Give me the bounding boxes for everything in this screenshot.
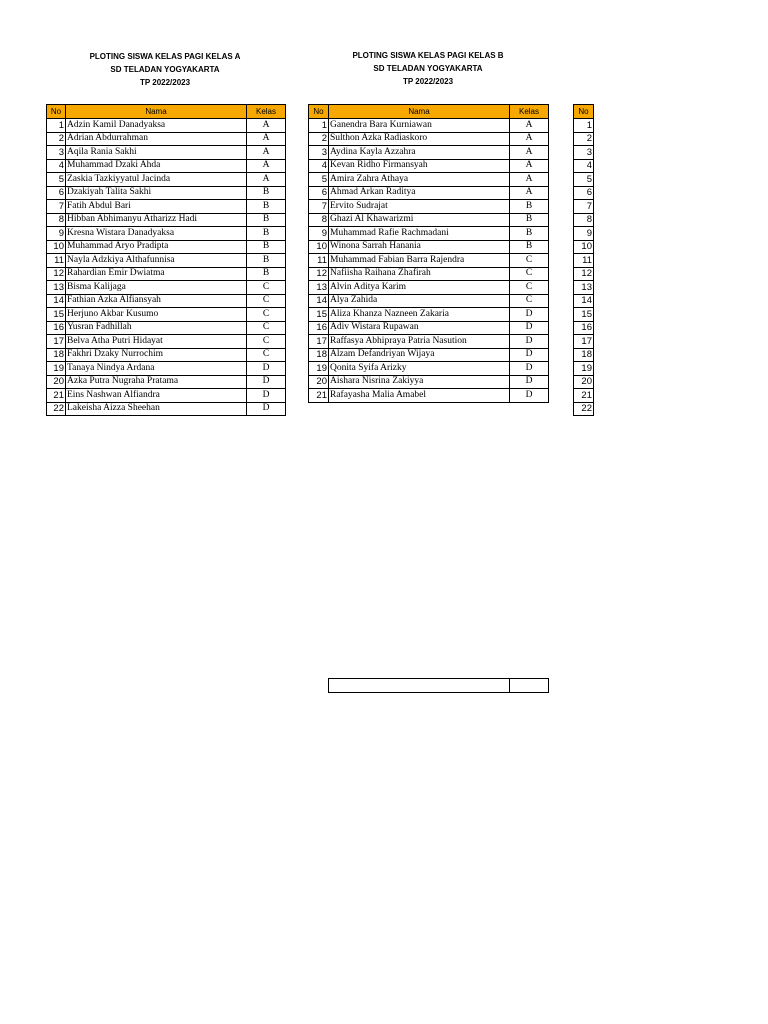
cell-nama: Azka Putra Nugraha Pratama (66, 375, 247, 389)
cell-nama: Fathian Azka Alfiansyah (66, 294, 247, 308)
cell-kelas: C (510, 267, 549, 281)
cell-nama: Aqila Rania Sakhi (66, 146, 247, 160)
table-row (47, 362, 286, 376)
table-row (574, 200, 594, 214)
title-line: PLOTING SISWA KELAS PAGI KELAS B (352, 51, 504, 60)
table-kelas-a (46, 104, 286, 416)
table-row (574, 119, 594, 133)
table-row (309, 173, 549, 187)
cell-nama: Rahardian Emir Dwiatma (66, 267, 247, 281)
table-row (47, 321, 286, 335)
table-row (574, 146, 594, 160)
cell-no: 19 (47, 362, 66, 376)
cell-no: 19 (574, 362, 594, 376)
cell-no: 13 (574, 281, 594, 295)
cell-no: 21 (309, 389, 329, 403)
cell-kelas: B (247, 254, 286, 268)
cell-kelas: A (510, 173, 549, 187)
cell-no: 1 (574, 119, 594, 133)
table-row (309, 281, 549, 295)
table-row (574, 308, 594, 322)
cell-nama: Nayla Adzkiya Althafunnisa (66, 254, 247, 268)
cell-nama: Ahmad Arkan Raditya (329, 186, 510, 200)
cell-kelas: D (510, 375, 549, 389)
cell-no: 22 (47, 402, 66, 416)
cell-no: 8 (574, 213, 594, 227)
table-row (47, 146, 286, 160)
table-row (47, 308, 286, 322)
table-row (309, 240, 549, 254)
cell-no: 13 (47, 281, 66, 295)
table-row (309, 348, 549, 362)
cell-nama: Zaskia Tazkiyyatul Jacinda (66, 173, 247, 187)
header-no: No (47, 105, 66, 119)
title-line: PLOTING SISWA KELAS PAGI KELAS A (89, 52, 241, 61)
cell-no: 2 (47, 132, 66, 146)
table-row (309, 321, 549, 335)
table-row (47, 402, 286, 416)
title-kelas-a (46, 50, 284, 89)
cell-kelas: B (247, 213, 286, 227)
cell-no: 4 (309, 159, 329, 173)
cell-no: 14 (309, 294, 329, 308)
table-row (309, 146, 549, 160)
cell-kelas: C (247, 321, 286, 335)
cell-kelas: A (247, 146, 286, 160)
cell-kelas: A (510, 186, 549, 200)
table-row (47, 119, 286, 133)
table-row (47, 294, 286, 308)
cell-no: 6 (574, 186, 594, 200)
table-row (309, 254, 549, 268)
table-row (309, 119, 549, 133)
cell-kelas: D (247, 375, 286, 389)
cell-no: 9 (574, 227, 594, 241)
cell-no: 5 (309, 173, 329, 187)
cell-no: 4 (574, 159, 594, 173)
header-no: No (309, 105, 329, 119)
cell-kelas: C (247, 281, 286, 295)
table-row (309, 200, 549, 214)
cell-nama: Herjuno Akbar Kusumo (66, 308, 247, 322)
cell-no: 1 (309, 119, 329, 133)
cell-kelas: B (247, 227, 286, 241)
title-line: TP 2022/2023 (402, 77, 454, 86)
table-row (574, 267, 594, 281)
cell-no: 19 (309, 362, 329, 376)
cell-kelas: C (510, 281, 549, 295)
cell-no: 5 (47, 173, 66, 187)
table-row (47, 254, 286, 268)
cell-nama: Eins Nashwan Alfiandra (66, 389, 247, 403)
table-row (574, 375, 594, 389)
cell-kelas: A (247, 132, 286, 146)
table-row (47, 227, 286, 241)
cell-nama: Ervito Sudrajat (329, 200, 510, 214)
cell-no: 16 (309, 321, 329, 335)
cell-kelas: B (510, 213, 549, 227)
table-kelas-b (308, 104, 549, 403)
cell-no: 18 (309, 348, 329, 362)
cell-nama: Muhammad Fabian Barra Rajendra (329, 254, 510, 268)
cell-no: 13 (309, 281, 329, 295)
table-row (47, 335, 286, 349)
cell-no: 10 (309, 240, 329, 254)
table-row (574, 321, 594, 335)
table-row (574, 335, 594, 349)
table-row (574, 227, 594, 241)
cell-no: 14 (47, 294, 66, 308)
cell-no: 16 (47, 321, 66, 335)
table-row (574, 362, 594, 376)
cell-no: 17 (309, 335, 329, 349)
cell-no: 12 (309, 267, 329, 281)
cell-no: 11 (309, 254, 329, 268)
title-kelas-b (309, 49, 547, 88)
cell-kelas: C (247, 335, 286, 349)
cell-no: 3 (309, 146, 329, 160)
cell-no: 11 (574, 254, 594, 268)
cell-kelas: A (247, 159, 286, 173)
cell-nama: Nafiisha Raihana Zhafirah (329, 267, 510, 281)
header-nama: Nama (329, 105, 510, 119)
cell-nama: Qonita Syifa Arizky (329, 362, 510, 376)
cell-kelas: A (510, 159, 549, 173)
cell-no: 17 (47, 335, 66, 349)
cell-kelas: D (510, 389, 549, 403)
table-row (309, 375, 549, 389)
cell-nama: Muhammad Dzaki Ahda (66, 159, 247, 173)
cell-no: 20 (574, 375, 594, 389)
cell-nama: Adiv Wistara Rupawan (329, 321, 510, 335)
cell-no: 15 (47, 308, 66, 322)
cell-no: 12 (574, 267, 594, 281)
table-kelas-c-partial (573, 104, 594, 416)
table-row (309, 213, 549, 227)
table-row (309, 308, 549, 322)
header-nama: Nama (66, 105, 247, 119)
cell-no: 3 (47, 146, 66, 160)
cell-kelas: B (510, 200, 549, 214)
cell-no: 20 (309, 375, 329, 389)
table-row (574, 254, 594, 268)
table-row (574, 294, 594, 308)
cell-kelas: C (247, 348, 286, 362)
header-no: No (574, 105, 594, 119)
cell-no: 9 (47, 227, 66, 241)
cell-nama: Kresna Wistara Danadyaksa (66, 227, 247, 241)
header-kelas: Kelas (510, 105, 549, 119)
cell-no: 8 (47, 213, 66, 227)
cell-no: 9 (309, 227, 329, 241)
cell-nama: Alvin Aditya Karim (329, 281, 510, 295)
cell-kelas: B (247, 267, 286, 281)
cell-nama: Amira Zahra Athaya (329, 173, 510, 187)
table-row (47, 200, 286, 214)
cell-kelas: D (510, 308, 549, 322)
cell-no: 10 (47, 240, 66, 254)
cell-kelas: C (247, 308, 286, 322)
cell-nama: Belva Atha Putri Hidayat (66, 335, 247, 349)
cell-no: 20 (47, 375, 66, 389)
empty-cell-row (328, 678, 549, 693)
cell-kelas: A (247, 119, 286, 133)
cell-no: 21 (574, 389, 594, 403)
table-row (309, 132, 549, 146)
cell-kelas: A (510, 119, 549, 133)
cell-no: 12 (47, 267, 66, 281)
cell-kelas: C (247, 294, 286, 308)
cell-no: 17 (574, 335, 594, 349)
cell-kelas: B (247, 200, 286, 214)
cell-kelas: C (510, 294, 549, 308)
cell-no: 16 (574, 321, 594, 335)
cell-nama: Adzin Kamil Danadyaksa (66, 119, 247, 133)
table-row (309, 186, 549, 200)
cell-no: 2 (309, 132, 329, 146)
table-row (309, 362, 549, 376)
table-row (309, 335, 549, 349)
table-row (309, 267, 549, 281)
cell-kelas: D (247, 389, 286, 403)
table-row (574, 389, 594, 403)
cell-no: 18 (47, 348, 66, 362)
table-row (574, 402, 594, 416)
cell-nama: Sulthon Azka Radiaskoro (329, 132, 510, 146)
cell-nama: Muhammad Aryo Pradipta (66, 240, 247, 254)
cell-no: 2 (574, 132, 594, 146)
cell-nama: Kevan Ridho Firmansyah (329, 159, 510, 173)
cell-no: 7 (309, 200, 329, 214)
cell-nama: Aydina Kayla Azzahra (329, 146, 510, 160)
cell-nama: Aliza Khanza Nazneen Zakaria (329, 308, 510, 322)
table-row (47, 159, 286, 173)
table-row (574, 173, 594, 187)
cell-no: 22 (574, 402, 594, 416)
table-row (574, 186, 594, 200)
cell-kelas: A (510, 132, 549, 146)
title-line: SD TELADAN YOGYAKARTA (373, 64, 483, 73)
table-row (47, 186, 286, 200)
cell-no: 5 (574, 173, 594, 187)
title-line: TP 2022/2023 (139, 78, 191, 87)
table-row (309, 389, 549, 403)
cell-nama: Dzakiyah Talita Sakhi (66, 186, 247, 200)
cell-no: 10 (574, 240, 594, 254)
cell-nama: Fakhri Dzaky Nurrochim (66, 348, 247, 362)
table-row (47, 389, 286, 403)
cell-nama: Ghazi Al Khawarizmi (329, 213, 510, 227)
cell-no: 18 (574, 348, 594, 362)
cell-nama: Fatih Abdul Bari (66, 200, 247, 214)
cell-kelas: D (510, 348, 549, 362)
table-row (574, 132, 594, 146)
cell-kelas: D (510, 362, 549, 376)
cell-kelas: D (247, 402, 286, 416)
table-row (574, 213, 594, 227)
table-row (47, 267, 286, 281)
cell-no: 8 (309, 213, 329, 227)
cell-nama: Lakeisha Aizza Sheehan (66, 402, 247, 416)
title-line: SD TELADAN YOGYAKARTA (110, 65, 220, 74)
cell-no: 3 (574, 146, 594, 160)
cell-nama: Bisma Kalijaga (66, 281, 247, 295)
cell-nama: Ganendra Bara Kurniawan (329, 119, 510, 133)
cell-kelas: D (510, 335, 549, 349)
table-row (47, 281, 286, 295)
cell-no: 6 (47, 186, 66, 200)
table-row (47, 213, 286, 227)
cell-kelas: B (247, 240, 286, 254)
cell-nama: Raffasya Abhipraya Patria Nasution (329, 335, 510, 349)
cell-nama: Tanaya Nindya Ardana (66, 362, 247, 376)
cell-no: 7 (574, 200, 594, 214)
cell-no: 11 (47, 254, 66, 268)
cell-no: 4 (47, 159, 66, 173)
table-row (47, 375, 286, 389)
cell-nama: Rafayasha Malia Amabel (329, 389, 510, 403)
cell-no: 21 (47, 389, 66, 403)
cell-nama: Adrian Abdurrahman (66, 132, 247, 146)
empty-cell (510, 679, 548, 692)
table-row (574, 281, 594, 295)
table-row (309, 227, 549, 241)
table-row (574, 159, 594, 173)
cell-kelas: B (247, 186, 286, 200)
cell-nama: Alya Zahida (329, 294, 510, 308)
table-row (47, 348, 286, 362)
cell-kelas: B (510, 227, 549, 241)
cell-no: 15 (574, 308, 594, 322)
cell-nama: Winona Sarrah Hanania (329, 240, 510, 254)
empty-cell (329, 679, 510, 692)
table-row (309, 159, 549, 173)
cell-kelas: A (510, 146, 549, 160)
cell-no: 14 (574, 294, 594, 308)
cell-kelas: D (510, 321, 549, 335)
cell-no: 15 (309, 308, 329, 322)
cell-nama: Alzam Defandriyan Wijaya (329, 348, 510, 362)
cell-kelas: D (247, 362, 286, 376)
table-row (574, 348, 594, 362)
table-row (47, 173, 286, 187)
cell-nama: Muhammad Rafie Rachmadani (329, 227, 510, 241)
cell-no: 1 (47, 119, 66, 133)
table-row (47, 240, 286, 254)
table-row (574, 240, 594, 254)
cell-nama: Hibban Abhimanyu Atharizz Hadi (66, 213, 247, 227)
cell-kelas: B (510, 240, 549, 254)
cell-kelas: A (247, 173, 286, 187)
cell-nama: Yusran Fadhillah (66, 321, 247, 335)
table-row (309, 294, 549, 308)
cell-no: 6 (309, 186, 329, 200)
cell-kelas: C (510, 254, 549, 268)
header-kelas: Kelas (247, 105, 286, 119)
cell-no: 7 (47, 200, 66, 214)
cell-nama: Aishara Nisrina Zakiyya (329, 375, 510, 389)
table-row (47, 132, 286, 146)
